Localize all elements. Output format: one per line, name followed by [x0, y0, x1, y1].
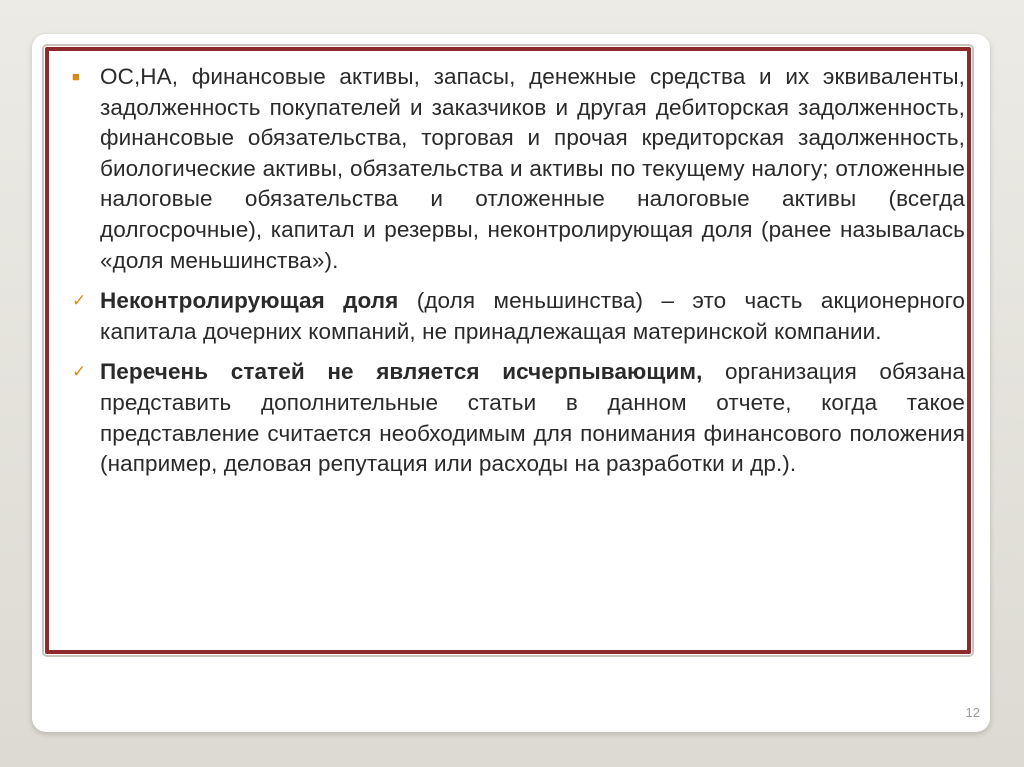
paragraph-bold-term: Неконтролирующая доля	[100, 288, 399, 314]
paragraph-items-not-exhaustive	[72, 357, 965, 479]
paragraph-text: (доля меньшинства) – это часть акционерного капитала дочерних компаний, не принадлежащая материнской компании.	[100, 288, 965, 344]
paragraph-noncontrolling-interest	[72, 286, 965, 347]
paragraph-text: ОС,НА, финансовые активы, запасы, денежные средства и их эквиваленты, задолженность покупателей и заказчиков и другая дебиторская задолженность, финансовые обязательства, торговая и прочая кредиторская задолженность, биологические активы, обязательства и активы по текущему налогу; отложенные налоговые обязательства и отложенные налоговые активы (всегда долгосрочные), капитал и резервы, неконтролирующая доля (ранее называлась «доля меньшинства»).	[100, 64, 965, 273]
page-number: 12	[965, 705, 980, 720]
checkmark-bullet-icon: ✓	[72, 291, 87, 311]
square-bullet-icon: ■	[72, 69, 80, 84]
paragraph-assets-list	[72, 62, 965, 276]
paragraph-bold-term: Перечень статей не является исчерпывающим,	[100, 359, 703, 385]
paragraph-text: организация обязана представить дополнительные статьи в данном отчете, когда такое представление считается необходимым для понимания финансового положения (например, деловая репутация или расходы на разработки и др.).	[100, 359, 965, 477]
slide-text-area	[72, 62, 965, 490]
checkmark-bullet-icon: ✓	[72, 362, 87, 382]
